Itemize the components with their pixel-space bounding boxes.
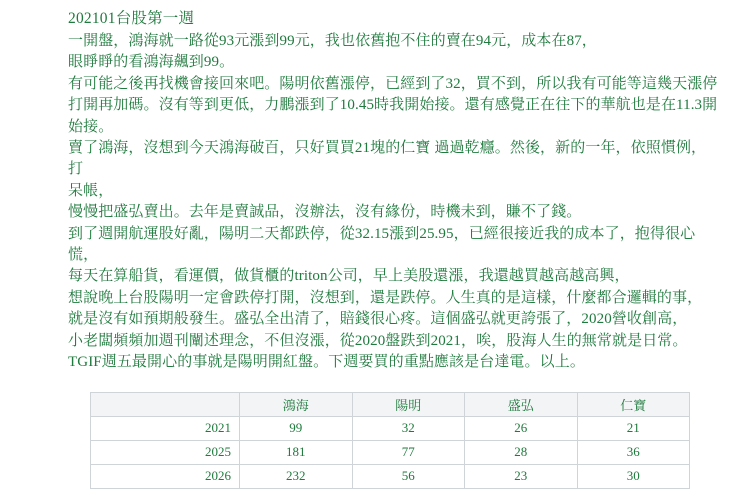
table-header <box>91 392 690 416</box>
table-cell: 21 <box>577 416 690 440</box>
paragraph-line: 打開再加碼。沒有等到更低，力鵬漲到了10.45時我開始接。還有感覺正在往下的華航也是在11.3開 <box>68 97 718 114</box>
table-cell: 23 <box>465 464 578 488</box>
page-title: 202101台股第一週 <box>68 10 195 27</box>
table-row-label: 2021 <box>91 416 240 440</box>
paragraph-line: 慢慢把盛弘賣出。去年是賣誠品，沒辦法，沒有緣份，時機未到，賺不了錢。 <box>68 204 582 221</box>
paragraph-line: 賣了鴻海，沒想到今天鴻海破百，只好買買21塊的仁寶 過過乾癮。然後，新的一年，依照慣例，打 <box>68 140 707 178</box>
table-cell: 36 <box>577 440 690 464</box>
paragraph-line: 想說晚上台股陽明一定會跌停打開，沒想到，還是跌停。人生真的是這樣，什麼都合邏輯的事， <box>68 289 703 306</box>
table-row <box>91 464 690 488</box>
document-body <box>68 31 718 374</box>
table-corner-cell <box>91 392 240 416</box>
paragraph-line: 有可能之後再找機會接回來吧。陽明依舊漲停，已經到了32，買不到，所以我有可能等這幾天漲停 <box>68 75 718 92</box>
table-row <box>91 440 690 464</box>
table-header-row <box>91 392 690 416</box>
paragraph-line: 每天在算船貨，看運價，做貨櫃的triton公司，早上美股還漲，我還越買越高越高興， <box>68 268 630 285</box>
table-column-header: 仁寶 <box>577 392 690 416</box>
table-body <box>91 416 690 488</box>
paragraph-line: TGIF週五最開心的事就是陽明開紅盤。下週要買的重點應該是台達電。以上。 <box>68 354 585 371</box>
table-column-header: 陽明 <box>352 392 465 416</box>
paragraph-line: 眼睜睜的看鴻海飆到99。 <box>68 54 235 71</box>
table-cell: 32 <box>352 416 465 440</box>
table-row-label: 2025 <box>91 440 240 464</box>
paragraph-line: 一開盤，鴻海就一路從93元漲到99元，我也依舊抱不住的賣在94元，成本在87， <box>68 33 597 49</box>
table-cell: 99 <box>240 416 353 440</box>
table-cell: 28 <box>465 440 578 464</box>
paragraph-line: 小老闆頻頻加週刊闡述理念，不但沒漲，從2020盤跌到2021，唉，股海人生的無常就是日常。 <box>68 332 688 349</box>
table-column-header: 鴻海 <box>240 392 353 416</box>
table-cell: 56 <box>352 464 465 488</box>
table-cell: 181 <box>240 440 353 464</box>
table-column-header: 盛弘 <box>465 392 578 416</box>
table-row-label: 2026 <box>91 464 240 488</box>
table-cell: 26 <box>465 416 578 440</box>
table-row <box>91 416 690 440</box>
paragraph-line: 就是沒有如預期般發生。盛弘全出清了，賠錢很心疼。這個盛弘就更誇張了，2020營收創高， <box>68 311 688 328</box>
table-cell: 30 <box>577 464 690 488</box>
table-cell: 77 <box>352 440 465 464</box>
paragraph-line: 始接。 <box>68 118 114 135</box>
paragraph-line: 呆帳， <box>68 182 114 199</box>
table-cell: 232 <box>240 464 353 488</box>
paragraph-line: 到了週開航運股好亂，陽明二天都跌停，從32.15漲到25.95，已經很接近我的成本了，抱得很心慌， <box>68 225 696 264</box>
